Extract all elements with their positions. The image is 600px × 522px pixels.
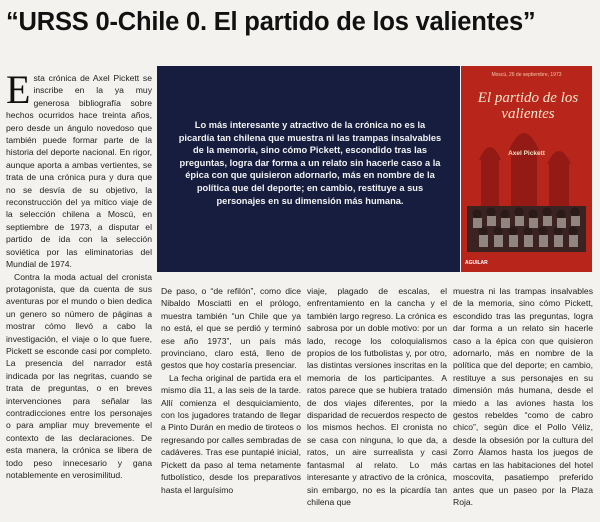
paragraph: Contra la moda actual del cronista protagonista, que da cuenta de sus aventuras por el mundo o bien dedica un genero so número de páginas a mostrar cómo llevó a cabo la investigación, el viaje o lo que fuere, Pickett se esconde casi por completo. La presencia del narrador está indicada por las negritas, cuando se trata de preguntas, o en breves intervenciones para señalar las contradicciones entre los personajes o para ampliar muy brevemente el contexto de las declaraciones. De esta manera, la crónica se libera de todo peso innecesario y gana notablemente en verosimilitud.	[6, 271, 152, 480]
paragraph: La fecha original de partida era el mismo día 11, a las seis de la tarde. Allí comienza el desquiciamiento, con los jugadores tratando de llegar a Pinto Durán en medio de tiroteos o regresando por calles sembradas de cadáveres. Tras ese puntapié inicial, Pickett da paso al tema netamente futbolístico, desde los preparativos hasta el larguísimo	[161, 372, 301, 495]
book-cover-image	[461, 66, 592, 272]
book-author: Axel Pickett	[508, 150, 545, 157]
pullquote-box	[157, 66, 460, 272]
publisher-logo: AGUILAR	[465, 260, 488, 266]
paragraph: muestra ni las trampas insalvables de la memoria, sino cómo Pickett, escondido tras las preguntas, logra dar forma a un relato sin hacerle caso a la épica con que quisieron adornarlo, más en nombre de la política que del deporte; en cambio, restituye a sus personajes en su dimensión más humana, desde el miedo a las aviones hasta los gestos rebeldes “como de cabro chico”, según dice el Pollo Véliz, desde la obsesión por la cultura del Zorro Álamos hasta los juegos de cartas en las habitaciones del hotel moscovita, pasatiempo preferido antes que un paseo por la Plaza Roja.	[453, 286, 593, 507]
paragraph: viaje, plagado de escalas, el enfrentamiento en la cancha y el también largo regreso. La crónica es sabrosa por un doble motivo: por un lado, recoge los coloquialismos propios de los futbolistas y, por otro, las distintas versiones inscritas en la memoria de los participantes. A ratos parece que se hubiera tratado de dos viajes diferentes, por la disparidad de recuerdos respecto de los mismos hechos. El cronista no se casa con ninguna, lo que da, a ratos, un aire surrealista y casi fantasmal al relato. Lo más interesante y atractivo de la crónica, sin embargo, no es la picardía tan chilena que	[307, 286, 447, 507]
article-column-2	[161, 285, 301, 518]
headline: “URSS 0-Chile 0. El partido de los valientes”	[6, 8, 536, 36]
article-column-3	[307, 285, 447, 518]
book-title: El partido de los valientes	[477, 90, 579, 122]
article-column-4	[453, 285, 593, 518]
paragraph: sta crónica de Axel Pickett se inscribe en la ya muy generosa bibliografía sobre hechos ocurridos hace treinta años, pero desde un ángulo novedoso que también puede formar parte de la historia del deporte nacional. En rigor, aunque aporta a ambas vertientes, se trata de una crónica pura y dura que no se desvía de su objetivo, la reconstrucción del ya mítico viaje de la selección chilena a Moscú, en septiembre de 1973, a disputar el partido de ida con la selección soviética por las eliminatorias del Mundial de 1974.	[6, 73, 152, 270]
article-column-1	[6, 72, 152, 518]
book-subtitle: Moscú, 26 de septiembre, 1973	[491, 72, 562, 78]
drop-cap: E	[6, 72, 31, 112]
paragraph: De paso, o “de refilón”, como dice Nibaldo Mosciatti en el prólogo, muestra también “un Chile que ya no está, el que se perdió y terminó ese año 1973”, un país más provinciano, claro está, lleno de gestos que hoy costaría presenciar.	[161, 286, 301, 371]
pullquote-text: Lo más interesante y atractivo de la crónica no es la picardía tan chilena que muestra ni las trampas insalvables de la memoria, sino cómo Pickett, escondido tras las preguntas, logra dar forma a un relato sin hacerle caso a la épica con que quisieron adornarlo, más en nombre de la política que del deporte; en cambio, restituye a sus personajes en su dimensión más humana.	[178, 120, 442, 206]
